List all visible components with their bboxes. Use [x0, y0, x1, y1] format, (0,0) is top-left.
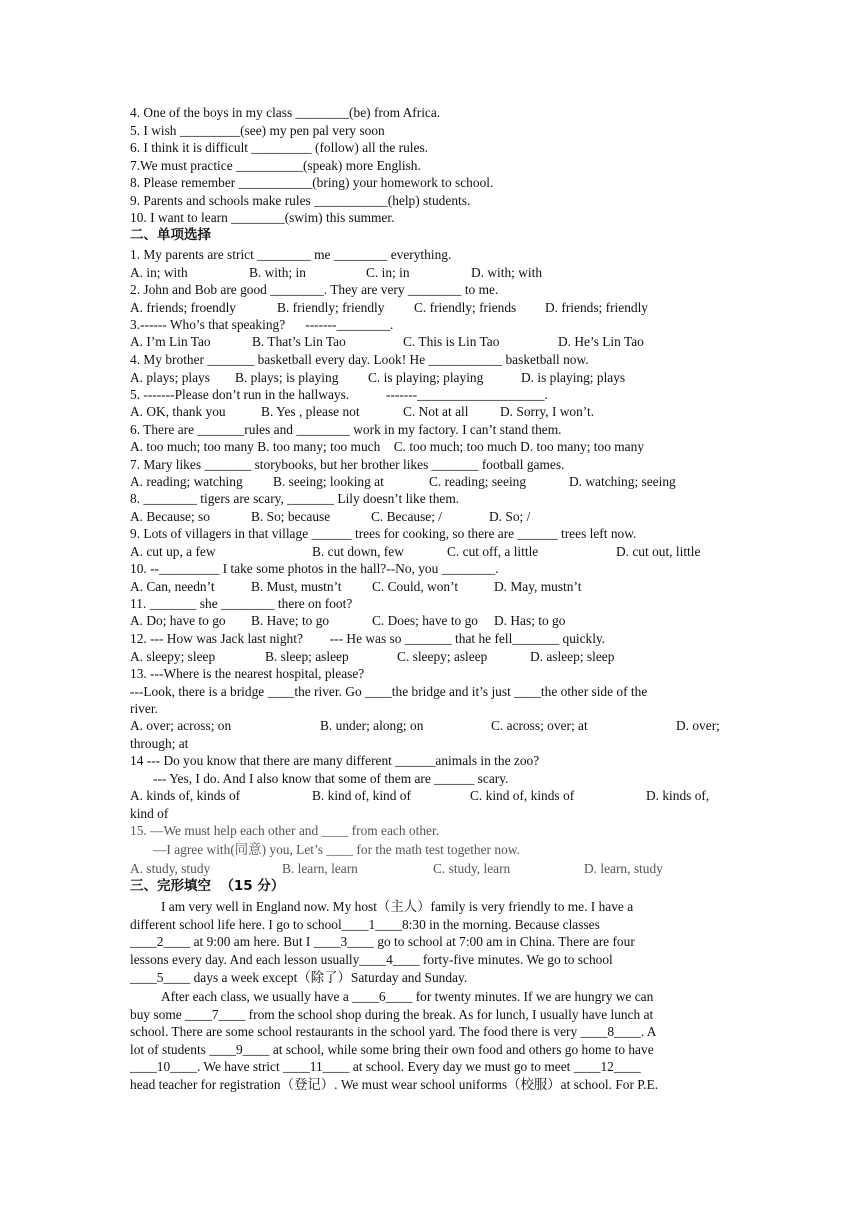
mc-q14-option-d-wrap: kind of: [130, 806, 169, 821]
mc-question-7: 7. Mary likes _______ storybooks, but her brother likes _______ football games.: [130, 457, 565, 472]
fill-in-item-9: 9. Parents and schools make rules ___________(help) students.: [130, 193, 471, 208]
mc-q8-option-b: B. So; because: [251, 509, 331, 524]
fill-in-item-8: 8. Please remember ___________(bring) your homework to school.: [130, 175, 494, 190]
cloze-line-8: school. There are some school restaurants in the school yard. The food there is very ____8____. A: [130, 1024, 657, 1039]
mc-q14-dialogue: --- Yes, I do. And I also know that some of them are ______ scary.: [153, 771, 509, 786]
mc-question-5: 5. -------Please don’t run in the hallways. -------___________________.: [130, 387, 548, 402]
cloze-line-2: different school life here. I go to school____1____8:30 in the morning. Because classes: [130, 917, 600, 932]
mc-q9-option-d: D. cut out, little: [616, 544, 701, 559]
mc-q14-option-b: B. kind of, kind of: [312, 788, 411, 803]
mc-q5-option-d: D. Sorry, I won’t.: [500, 404, 595, 419]
mc-q4-option-d: D. is playing; plays: [521, 370, 626, 385]
mc-q8-option-c: C. Because; /: [371, 509, 443, 524]
mc-q8-option-d: D. So; /: [489, 509, 531, 524]
mc-question-9: 9. Lots of villagers in that village ______ trees for cooking, so there are ______ trees left now.: [130, 526, 637, 541]
mc-q2-option-a: A. friends; froendly: [130, 300, 236, 315]
mc-q1-option-a: A. in; with: [130, 265, 188, 280]
mc-q3-option-d: D. He’s Lin Tao: [558, 334, 644, 349]
cloze-line-5: ____5____ days a week except（除了）Saturday and Sunday.: [130, 970, 468, 985]
mc-q5-option-c: C. Not at all: [403, 404, 469, 419]
mc-q4-option-a: A. plays; plays: [130, 370, 210, 385]
mc-question-15: 15. —We must help each other and ____ from each other.: [130, 823, 440, 838]
mc-question-1: 1. My parents are strict ________ me ________ everything.: [130, 247, 452, 262]
mc-question-4: 4. My brother _______ basketball every day. Look! He ___________ basketball now.: [130, 352, 589, 367]
mc-q4-option-b: B. plays; is playing: [235, 370, 339, 385]
cloze-line-11: head teacher for registration（登记）. We must wear school uniforms（校服）at school. For P.E.: [130, 1077, 659, 1092]
mc-q12-option-a: A. sleepy; sleep: [130, 649, 216, 664]
mc-q14-option-a: A. kinds of, kinds of: [130, 788, 241, 803]
mc-q5-option-a: A. OK, thank you: [130, 404, 226, 419]
mc-question-13: 13. ---Where is the nearest hospital, please?: [130, 666, 365, 681]
cloze-line-6: After each class, we usually have a ____6____ for twenty minutes. If we are hungry we can: [161, 989, 654, 1004]
fill-in-item-4: 4. One of the boys in my class ________(be) from Africa.: [130, 105, 441, 120]
mc-q15-option-d: D. learn, study: [584, 861, 663, 876]
fill-in-item-6: 6. I think it is difficult _________ (follow) all the rules.: [130, 140, 429, 155]
mc-q3-option-a: A. I’m Lin Tao: [130, 334, 211, 349]
mc-q2-option-c: C. friendly; friends: [414, 300, 517, 315]
mc-q14-option-d: D. kinds of,: [646, 788, 710, 803]
mc-q3-option-c: C. This is Lin Tao: [403, 334, 500, 349]
cloze-line-3: ____2____ at 9:00 am here. But I ____3____ go to school at 7:00 am in China. There are four: [130, 934, 635, 949]
mc-q1-option-c: C. in; in: [366, 265, 410, 280]
cloze-line-1: I am very well in England now. My host（主人）family is very friendly to me. I have a: [161, 899, 634, 914]
mc-q10-option-b: B. Must, mustn’t: [251, 579, 342, 594]
mc-q2-option-b: B. friendly; friendly: [277, 300, 385, 315]
fill-in-item-10: 10. I want to learn ________(swim) this summer.: [130, 210, 395, 225]
mc-q10-option-d: D. May, mustn’t: [494, 579, 582, 594]
section-heading-cloze: 三、完形填空 （15 分）: [130, 878, 285, 894]
mc-q10-option-a: A. Can, needn’t: [130, 579, 215, 594]
mc-q13-option-b: B. under; along; on: [320, 718, 424, 733]
mc-q12-option-b: B. sleep; asleep: [265, 649, 349, 664]
mc-q15-dialogue: —I agree with(同意) you, Let’s ____ for the math test together now.: [153, 842, 520, 857]
mc-q9-option-a: A. cut up, a few: [130, 544, 216, 559]
mc-q4-option-c: C. is playing; playing: [368, 370, 484, 385]
mc-q6-options: A. too much; too many B. too many; too much C. too much; too much D. too many; too many: [130, 439, 645, 454]
cloze-line-9: lot of students ____9____ at school, while some bring their own food and others go home to have: [130, 1042, 654, 1057]
mc-q9-option-c: C. cut off, a little: [447, 544, 539, 559]
cloze-line-10: ____10____. We have strict ____11____ at school. Every day we must go to meet ____12____: [130, 1059, 641, 1074]
mc-q14-option-c: C. kind of, kinds of: [470, 788, 575, 803]
mc-q13-option-c: C. across; over; at: [491, 718, 588, 733]
mc-q13-option-a: A. over; across; on: [130, 718, 232, 733]
mc-q1-option-b: B. with; in: [249, 265, 306, 280]
mc-q12-option-d: D. asleep; sleep: [530, 649, 615, 664]
mc-q3-option-b: B. That’s Lin Tao: [252, 334, 346, 349]
mc-q12-option-c: C. sleepy; asleep: [397, 649, 488, 664]
mc-q13-dialogue: ---Look, there is a bridge ____the river. Go ____the bridge and it’s just ____the other side of the: [130, 684, 648, 699]
mc-q7-option-c: C. reading; seeing: [429, 474, 527, 489]
mc-q13-option-d-wrap: through; at: [130, 736, 189, 751]
mc-q7-option-b: B. seeing; looking at: [273, 474, 384, 489]
mc-q10-option-c: C. Could, won’t: [372, 579, 459, 594]
mc-question-6: 6. There are _______rules and ________ work in my factory. I can’t stand them.: [130, 422, 562, 437]
mc-q8-option-a: A. Because; so: [130, 509, 210, 524]
mc-question-11: 11. _______ she ________ there on foot?: [130, 596, 353, 611]
mc-q13-dialogue-wrap: river.: [130, 701, 158, 716]
mc-q11-option-c: C. Does; have to go: [372, 613, 478, 628]
mc-q15-option-a: A. study, study: [130, 861, 211, 876]
fill-in-item-5: 5. I wish _________(see) my pen pal very soon: [130, 123, 385, 138]
mc-question-8: 8. ________ tigers are scary, _______ Lily doesn’t like them.: [130, 491, 460, 506]
mc-q7-option-d: D. watching; seeing: [569, 474, 676, 489]
mc-question-10: 10. --_________ I take some photos in the hall?--No, you ________.: [130, 561, 499, 576]
mc-q11-option-b: B. Have; to go: [251, 613, 330, 628]
mc-q1-option-d: D. with; with: [471, 265, 543, 280]
fill-in-item-7: 7.We must practice __________(speak) more English.: [130, 158, 421, 173]
mc-question-2: 2. John and Bob are good ________. They are very ________ to me.: [130, 282, 499, 297]
mc-q13-option-d: D. over;: [676, 718, 720, 733]
cloze-line-4: lessons every day. And each lesson usually____4____ forty-five minutes. We go to school: [130, 952, 613, 967]
mc-q2-option-d: D. friends; friendly: [545, 300, 649, 315]
mc-question-3: 3.------ Who’s that speaking? -------________.: [130, 317, 394, 332]
mc-q11-option-d: D. Has; to go: [494, 613, 566, 628]
mc-q9-option-b: B. cut down, few: [312, 544, 404, 559]
mc-q11-option-a: A. Do; have to go: [130, 613, 226, 628]
mc-q15-option-b: B. learn, learn: [282, 861, 358, 876]
mc-q15-option-c: C. study, learn: [433, 861, 511, 876]
mc-question-14: 14 --- Do you know that there are many different ______animals in the zoo?: [130, 753, 540, 768]
mc-question-12: 12. --- How was Jack last night? --- He was so _______ that he fell_______ quickly.: [130, 631, 606, 646]
cloze-line-7: buy some ____7____ from the school shop during the break. As for lunch, I usually have lunch at: [130, 1007, 654, 1022]
mc-q5-option-b: B. Yes , please not: [261, 404, 360, 419]
mc-q7-option-a: A. reading; watching: [130, 474, 243, 489]
section-heading-multiple-choice: 二、单项选择: [130, 227, 211, 243]
